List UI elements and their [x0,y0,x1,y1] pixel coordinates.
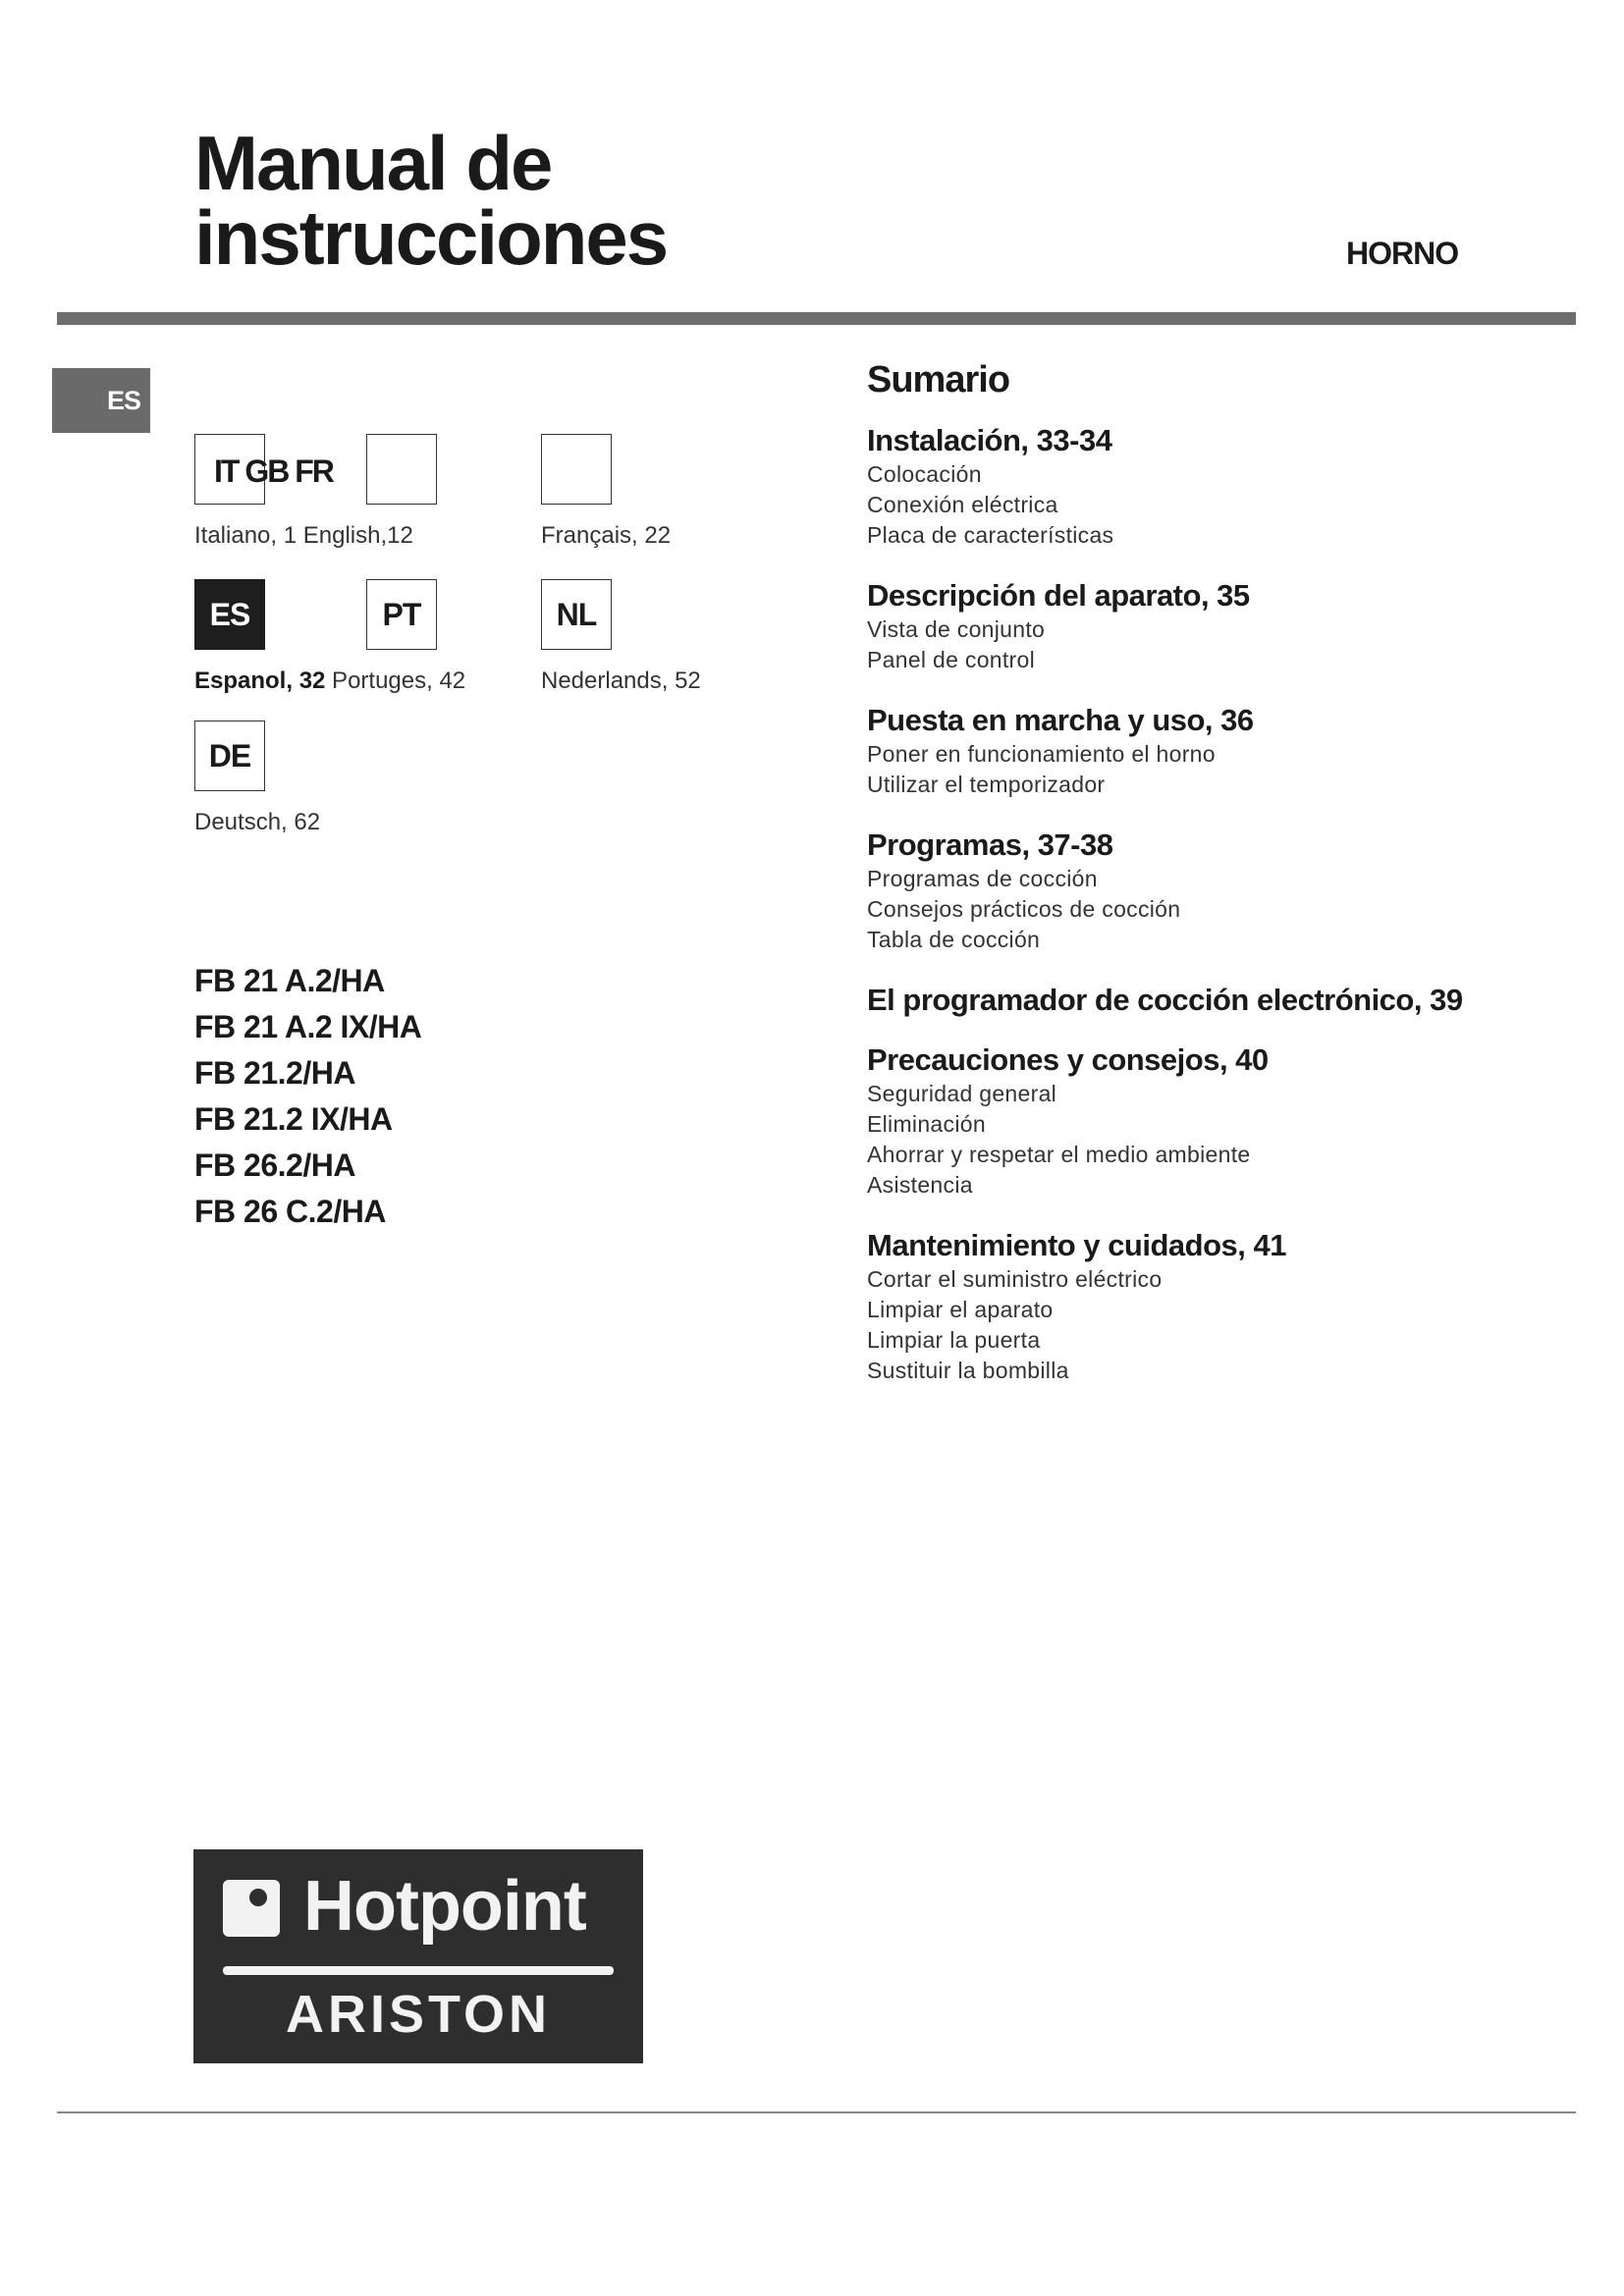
toc-item[interactable]: Poner en funcionamiento el horno [867,741,1216,767]
model-item: FB 21 A.2 IX/HA [194,1009,422,1044]
lang-caption-de[interactable]: Deutsch, 62 [194,809,321,835]
toc-item[interactable]: Eliminación [867,1111,986,1137]
lang-box-fr[interactable] [541,434,612,505]
toc-heading[interactable]: Instalación, 33-34 [867,423,1112,457]
toc-title: Sumario [867,359,1010,400]
toc-section-programador [867,985,1476,1015]
toc-item[interactable]: Seguridad general [867,1081,1057,1106]
page-title [194,120,668,281]
toc-heading[interactable]: Programas, 37-38 [867,828,1113,862]
toc-section-instalacion [867,425,1476,551]
lang-box-gb[interactable] [366,434,437,505]
brand-logo [193,1849,643,2063]
toc-item[interactable]: Limpiar la puerta [867,1327,1041,1353]
title-line-1: Manual de [194,120,552,206]
logo-word-ariston: ARISTON [285,1985,552,2044]
toc-section-precauciones [867,1044,1476,1201]
lang-caption-it-gb[interactable]: Italiano, 1 English,12 [194,522,413,549]
header-divider [57,312,1576,325]
lang-caption-fr[interactable]: Français, 22 [541,522,672,549]
toc-section-descripcion [867,580,1476,675]
toc-item[interactable]: Asistencia [867,1172,973,1198]
table-of-contents [867,358,1476,1415]
title-line-2: instrucciones [194,194,668,281]
logo-divider [223,1966,614,1975]
toc-item[interactable]: Limpiar el aparato [867,1297,1054,1322]
lang-box-es[interactable]: ES [194,579,265,650]
toc-heading[interactable]: El programador de cocción electrónico, 39 [867,983,1463,1017]
toc-heading[interactable]: Puesta en marcha y uso, 36 [867,703,1254,737]
hotpoint-mark-icon [223,1880,280,1937]
toc-section-puesta-en-marcha [867,705,1476,800]
toc-section-mantenimiento [867,1230,1476,1386]
model-item: FB 21 A.2/HA [194,963,385,998]
toc-item[interactable]: Colocación [867,461,982,487]
lang-caption-pt: Portuges, 42 [325,667,466,694]
toc-section-programas [867,829,1476,955]
lang-box-de[interactable]: DE [194,721,265,791]
model-item: FB 21.2/HA [194,1055,355,1091]
model-list [194,958,421,1235]
toc-item[interactable]: Tabla de cocción [867,927,1041,952]
model-item: FB 26 C.2/HA [194,1194,386,1229]
lang-caption-es-pt[interactable] [194,667,465,695]
toc-item[interactable]: Utilizar el temporizador [867,772,1106,797]
model-item: FB 26.2/HA [194,1148,355,1183]
lang-box-pt[interactable]: PT [366,579,437,650]
lang-codes-row1: IT GB FR [214,454,333,489]
toc-item[interactable]: Conexión eléctrica [867,492,1058,517]
footer-divider [57,2111,1576,2113]
toc-item[interactable]: Placa de características [867,522,1114,548]
toc-heading[interactable]: Descripción del aparato, 35 [867,578,1250,613]
model-item: FB 21.2 IX/HA [194,1101,393,1137]
toc-item[interactable]: Cortar el suministro eléctrico [867,1266,1163,1292]
toc-item[interactable]: Consejos prácticos de cocción [867,896,1181,922]
lang-box-nl[interactable]: NL [541,579,612,650]
toc-item[interactable]: Panel de control [867,647,1036,672]
lang-caption-nl[interactable]: Nederlands, 52 [541,667,701,694]
toc-item[interactable]: Sustituir la bombilla [867,1358,1069,1383]
toc-heading[interactable]: Precauciones y consejos, 40 [867,1042,1269,1077]
toc-heading[interactable]: Mantenimiento y cuidados, 41 [867,1228,1286,1262]
language-tab: ES [52,368,150,433]
logo-word-hotpoint: Hotpoint [303,1867,586,1946]
toc-item[interactable]: Programas de cocción [867,866,1098,891]
product-type: HORNO [1346,236,1459,271]
lang-caption-es: Espanol, 32 [194,667,326,694]
toc-item[interactable]: Vista de conjunto [867,616,1046,642]
toc-item[interactable]: Ahorrar y respetar el medio ambiente [867,1142,1251,1167]
